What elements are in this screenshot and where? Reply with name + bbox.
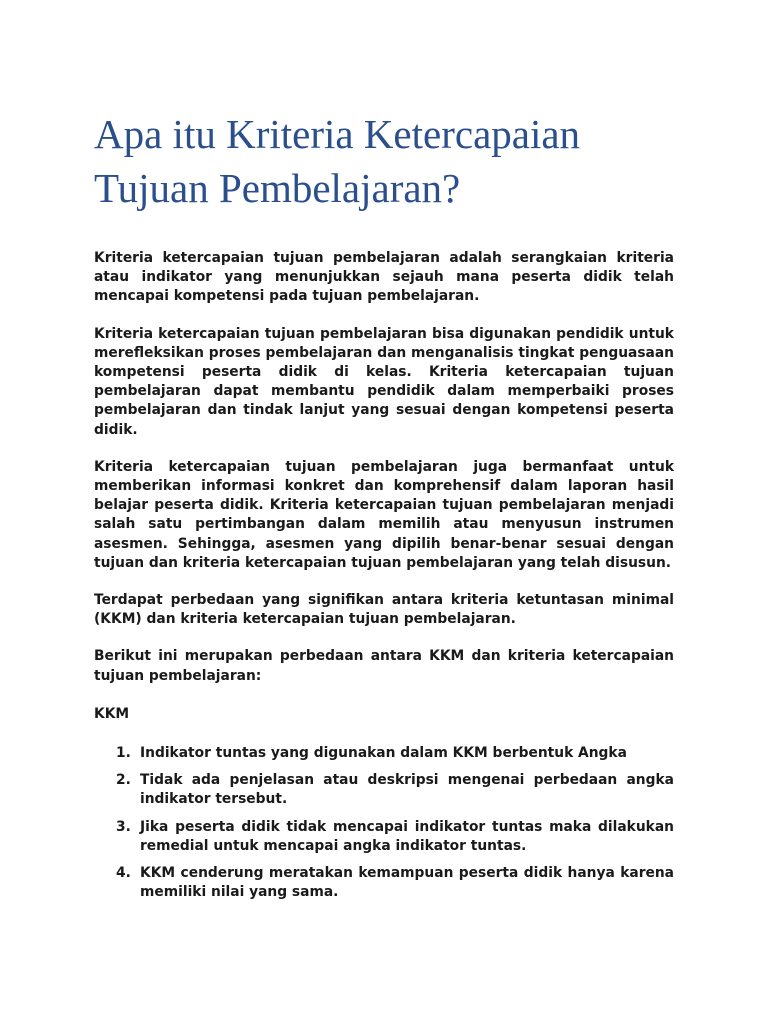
list-item-number: 4. [116, 865, 131, 882]
list-item [94, 864, 674, 902]
kkm-list [94, 744, 674, 902]
list-item-text: Indikator tuntas yang digunakan dalam KKM berbentuk Angka [140, 745, 627, 762]
list-item-number: 2. [116, 772, 131, 789]
document-page [94, 0, 674, 910]
paragraph-difference: Terdapat perbedaan yang signifikan antara kriteria ketuntasan minimal (KKM) dan kriteria ketercapaian tujuan pembelajaran. [94, 592, 674, 628]
list-item-number: 1. [116, 745, 131, 762]
paragraph-intro-list: Berikut ini merupakan perbedaan antara KKM dan kriteria ketercapaian tujuan pembelajaran: [94, 648, 674, 684]
paragraph-usage: Kriteria ketercapaian tujuan pembelajaran bisa digunakan pendidik untuk merefleksikan proses pembelajaran dan menganalisis tingkat penguasaan kompetensi peserta didik di kelas. Kriteria ketercapaian tujuan pembelajaran dapat membantu pendidik dalam memperbaiki proses pembelajaran dan tindak lanjut yang sesuai dengan kompetensi peserta didik. [94, 325, 674, 438]
list-item [94, 818, 674, 856]
list-item-text: Tidak ada penjelasan atau deskripsi mengenai perbedaan angka indikator tersebut. [140, 772, 674, 808]
list-item-text: Jika peserta didik tidak mencapai indikator tuntas maka dilakukan remedial untuk mencapai angka indikator tuntas. [140, 818, 674, 854]
list-item [94, 771, 674, 809]
list-item [94, 744, 674, 763]
page-title [94, 0, 674, 215]
paragraph-definition: Kriteria ketercapaian tujuan pembelajaran adalah serangkaian kriteria atau indikator yang menunjukkan sejauh mana peserta didik telah mencapai kompetensi pada tujuan pembelajaran. [94, 250, 674, 305]
title-line-2: Tujuan Pembelajaran? [94, 165, 461, 211]
section-heading-kkm: KKM [94, 705, 130, 722]
list-item-text: KKM cenderung meratakan kemampuan peserta didik hanya karena memiliki nilai yang sama. [140, 865, 674, 901]
list-item-number: 3. [116, 818, 131, 835]
paragraph-benefit: Kriteria ketercapaian tujuan pembelajaran juga bermanfaat untuk memberikan informasi konkret dan komprehensif dalam laporan hasil belajar peserta didik. Kriteria ketercapaian tujuan pembelajaran menjadi salah satu pertimbangan dalam memilih atau menyusun instrumen asesmen. Sehingga, asesmen yang dipilih benar-benar sesuai dengan tujuan dan kriteria ketercapaian tujuan pembelajaran yang telah disusun. [94, 458, 674, 571]
title-line-1: Apa itu Kriteria Ketercapaian [94, 111, 581, 157]
